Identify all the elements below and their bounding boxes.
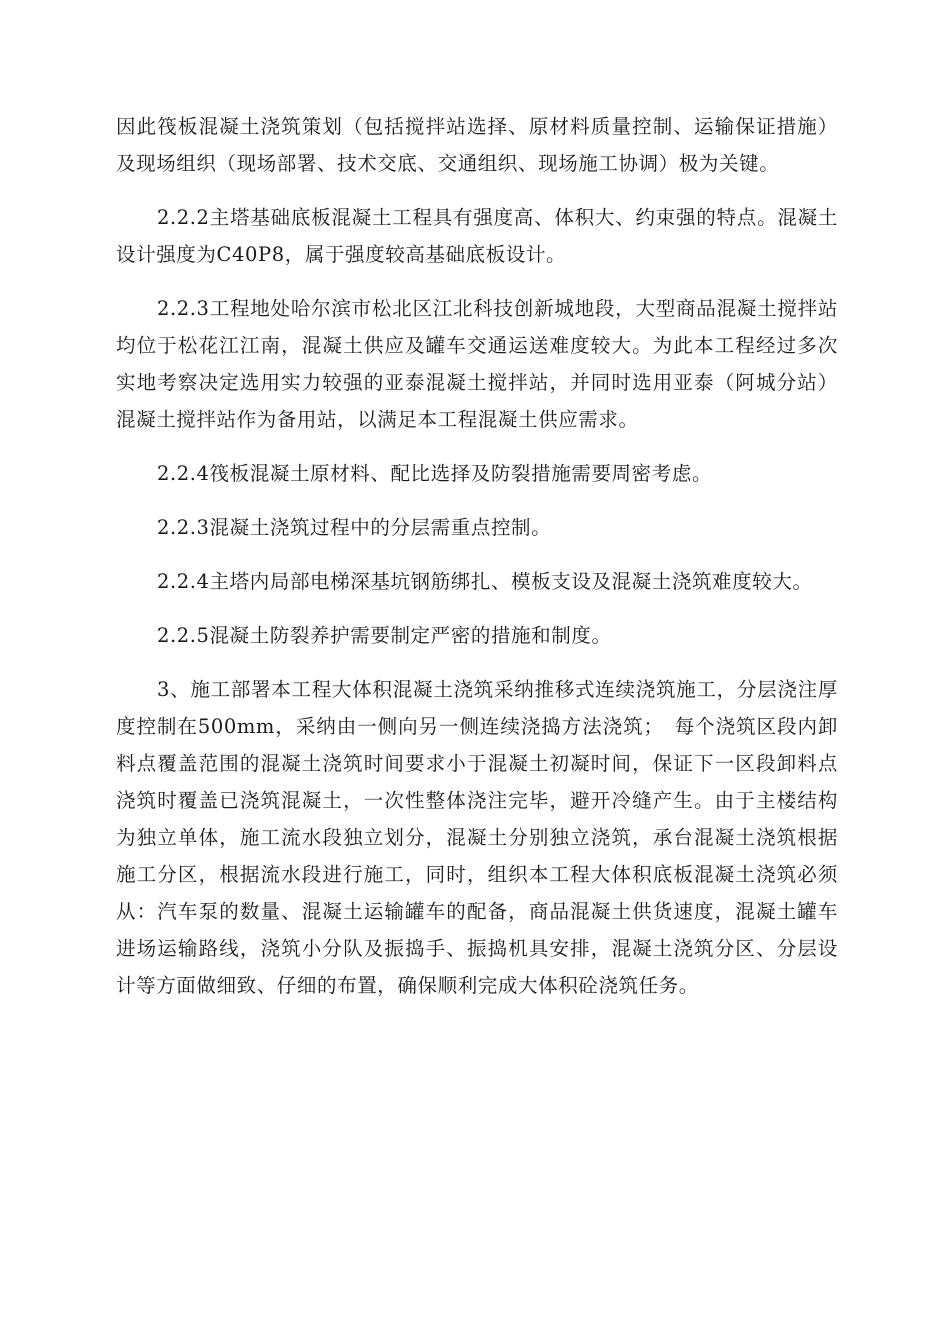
paragraph-2-2-3-site: 2.2.3工程地处哈尔滨市松北区江北科技创新城地段，大型商品混凝土搅拌站均位于松花江江南，混凝土供应及罐车交通运送难度较大。为此本工程经过多次实地考察决定选用实力较强的亚泰混凝土搅拌站，并同时选用亚泰（阿城分站）混凝土搅拌站作为备用站，以满足本工程混凝土供应需求。 — [116, 297, 838, 431]
paragraph-continuation: 因此筏板混凝土浇筑策划（包括搅拌站选择、原材料质量控制、运输保证措施）及现场组织（现场部署、技术交底、交通组织、现场施工协调）极为关键。 — [116, 115, 838, 175]
paragraph-2-2-3-layering: 2.2.3混凝土浇筑过程中的分层需重点控制。 — [156, 516, 552, 539]
paragraph-2-2-2: 2.2.2主塔基础底板混凝土工程具有强度高、体积大、约束强的特点。混凝土设计强度为C40P8，属于强度较高基础底板设计。 — [116, 206, 838, 266]
document-body — [116, 108, 838, 1021]
paragraph-2-2-4-elevator-pit: 2.2.4主塔内局部电梯深基坑钢筋绑扎、模板支设及混凝土浇筑难度较大。 — [156, 570, 813, 593]
paragraph-2-2-4-materials: 2.2.4筏板混凝土原材料、配比选择及防裂措施需要周密考虑。 — [156, 462, 713, 485]
paragraph-2-2-5-curing: 2.2.5混凝土防裂养护需要制定严密的措施和制度。 — [156, 624, 612, 647]
paragraph-3-deployment: 3、施工部署本工程大体积混凝土浇筑采纳推移式连续浇筑施工，分层浇注厚度控制在500mm，采纳由一侧向另一侧连续浇捣方法浇筑； 每个浇筑区段内卸料点覆盖范围的混凝土浇筑时间要求小于混凝土初凝时间，保证下一区段卸料点浇筑时覆盖已浇筑混凝土，一次性整体浇注完毕，避开冷缝产生。由于主楼结构为独立单体，施工流水段独立划分，混凝土分别独立浇筑，承台混凝土浇筑根据施工分区，根据流水段进行施工，同时，组织本工程大体积底板混凝土浇筑必须从：汽车泵的数量、混凝土运输罐车的配备，商品混凝土供货速度，混凝土罐车进场运输路线，浇筑小分队及振捣手、振捣机具安排，混凝土浇筑分区、分层设计等方面做细致、仔细的布置，确保顺利完成大体积砼浇筑任务。 — [116, 678, 838, 997]
